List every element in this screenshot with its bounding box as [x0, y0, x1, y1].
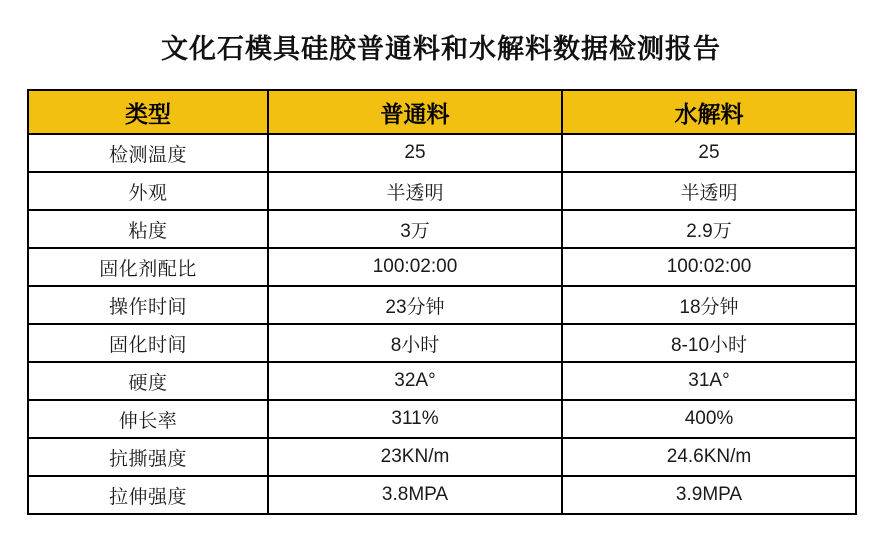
cell-normal-material: 8小时: [268, 324, 562, 362]
row-label: 拉伸强度: [28, 476, 268, 514]
cell-hydrolysis-material: 25: [562, 134, 856, 172]
table-row: [28, 324, 856, 362]
column-header-normal-material: 普通料: [268, 90, 562, 134]
row-label: 粘度: [28, 210, 268, 248]
table-row: [28, 362, 856, 400]
table-body: [28, 134, 856, 514]
table-row: [28, 286, 856, 324]
column-header-hydrolysis-material: 水解料: [562, 90, 856, 134]
comparison-table: [27, 89, 857, 515]
cell-normal-material: 311%: [268, 400, 562, 438]
cell-hydrolysis-material: 半透明: [562, 172, 856, 210]
table-row: [28, 400, 856, 438]
row-label: 操作时间: [28, 286, 268, 324]
cell-hydrolysis-material: 400%: [562, 400, 856, 438]
table-row: [28, 476, 856, 514]
cell-normal-material: 23分钟: [268, 286, 562, 324]
page-title: 文化石模具硅胶普通料和水解料数据检测报告: [161, 34, 721, 64]
row-label: 检测温度: [28, 134, 268, 172]
cell-hydrolysis-material: 8-10小时: [562, 324, 856, 362]
table-row: [28, 210, 856, 248]
row-label: 外观: [28, 172, 268, 210]
row-label: 抗撕强度: [28, 438, 268, 476]
cell-normal-material: 半透明: [268, 172, 562, 210]
cell-normal-material: 3.8MPA: [268, 476, 562, 514]
row-label: 硬度: [28, 362, 268, 400]
cell-normal-material: 25: [268, 134, 562, 172]
cell-hydrolysis-material: 100:02:00: [562, 248, 856, 286]
table-header: [28, 90, 856, 134]
cell-hydrolysis-material: 18分钟: [562, 286, 856, 324]
cell-normal-material: 3万: [268, 210, 562, 248]
cell-hydrolysis-material: 2.9万: [562, 210, 856, 248]
column-header-type: 类型: [28, 90, 268, 134]
table-row: [28, 248, 856, 286]
table-header-row: [28, 90, 856, 134]
cell-hydrolysis-material: 31A°: [562, 362, 856, 400]
row-label: 固化时间: [28, 324, 268, 362]
row-label: 伸长率: [28, 400, 268, 438]
cell-normal-material: 23KN/m: [268, 438, 562, 476]
cell-hydrolysis-material: 24.6KN/m: [562, 438, 856, 476]
data-table-container: [27, 89, 855, 515]
cell-normal-material: 32A°: [268, 362, 562, 400]
cell-hydrolysis-material: 3.9MPA: [562, 476, 856, 514]
table-row: [28, 172, 856, 210]
cell-normal-material: 100:02:00: [268, 248, 562, 286]
table-row: [28, 438, 856, 476]
row-label: 固化剂配比: [28, 248, 268, 286]
table-row: [28, 134, 856, 172]
